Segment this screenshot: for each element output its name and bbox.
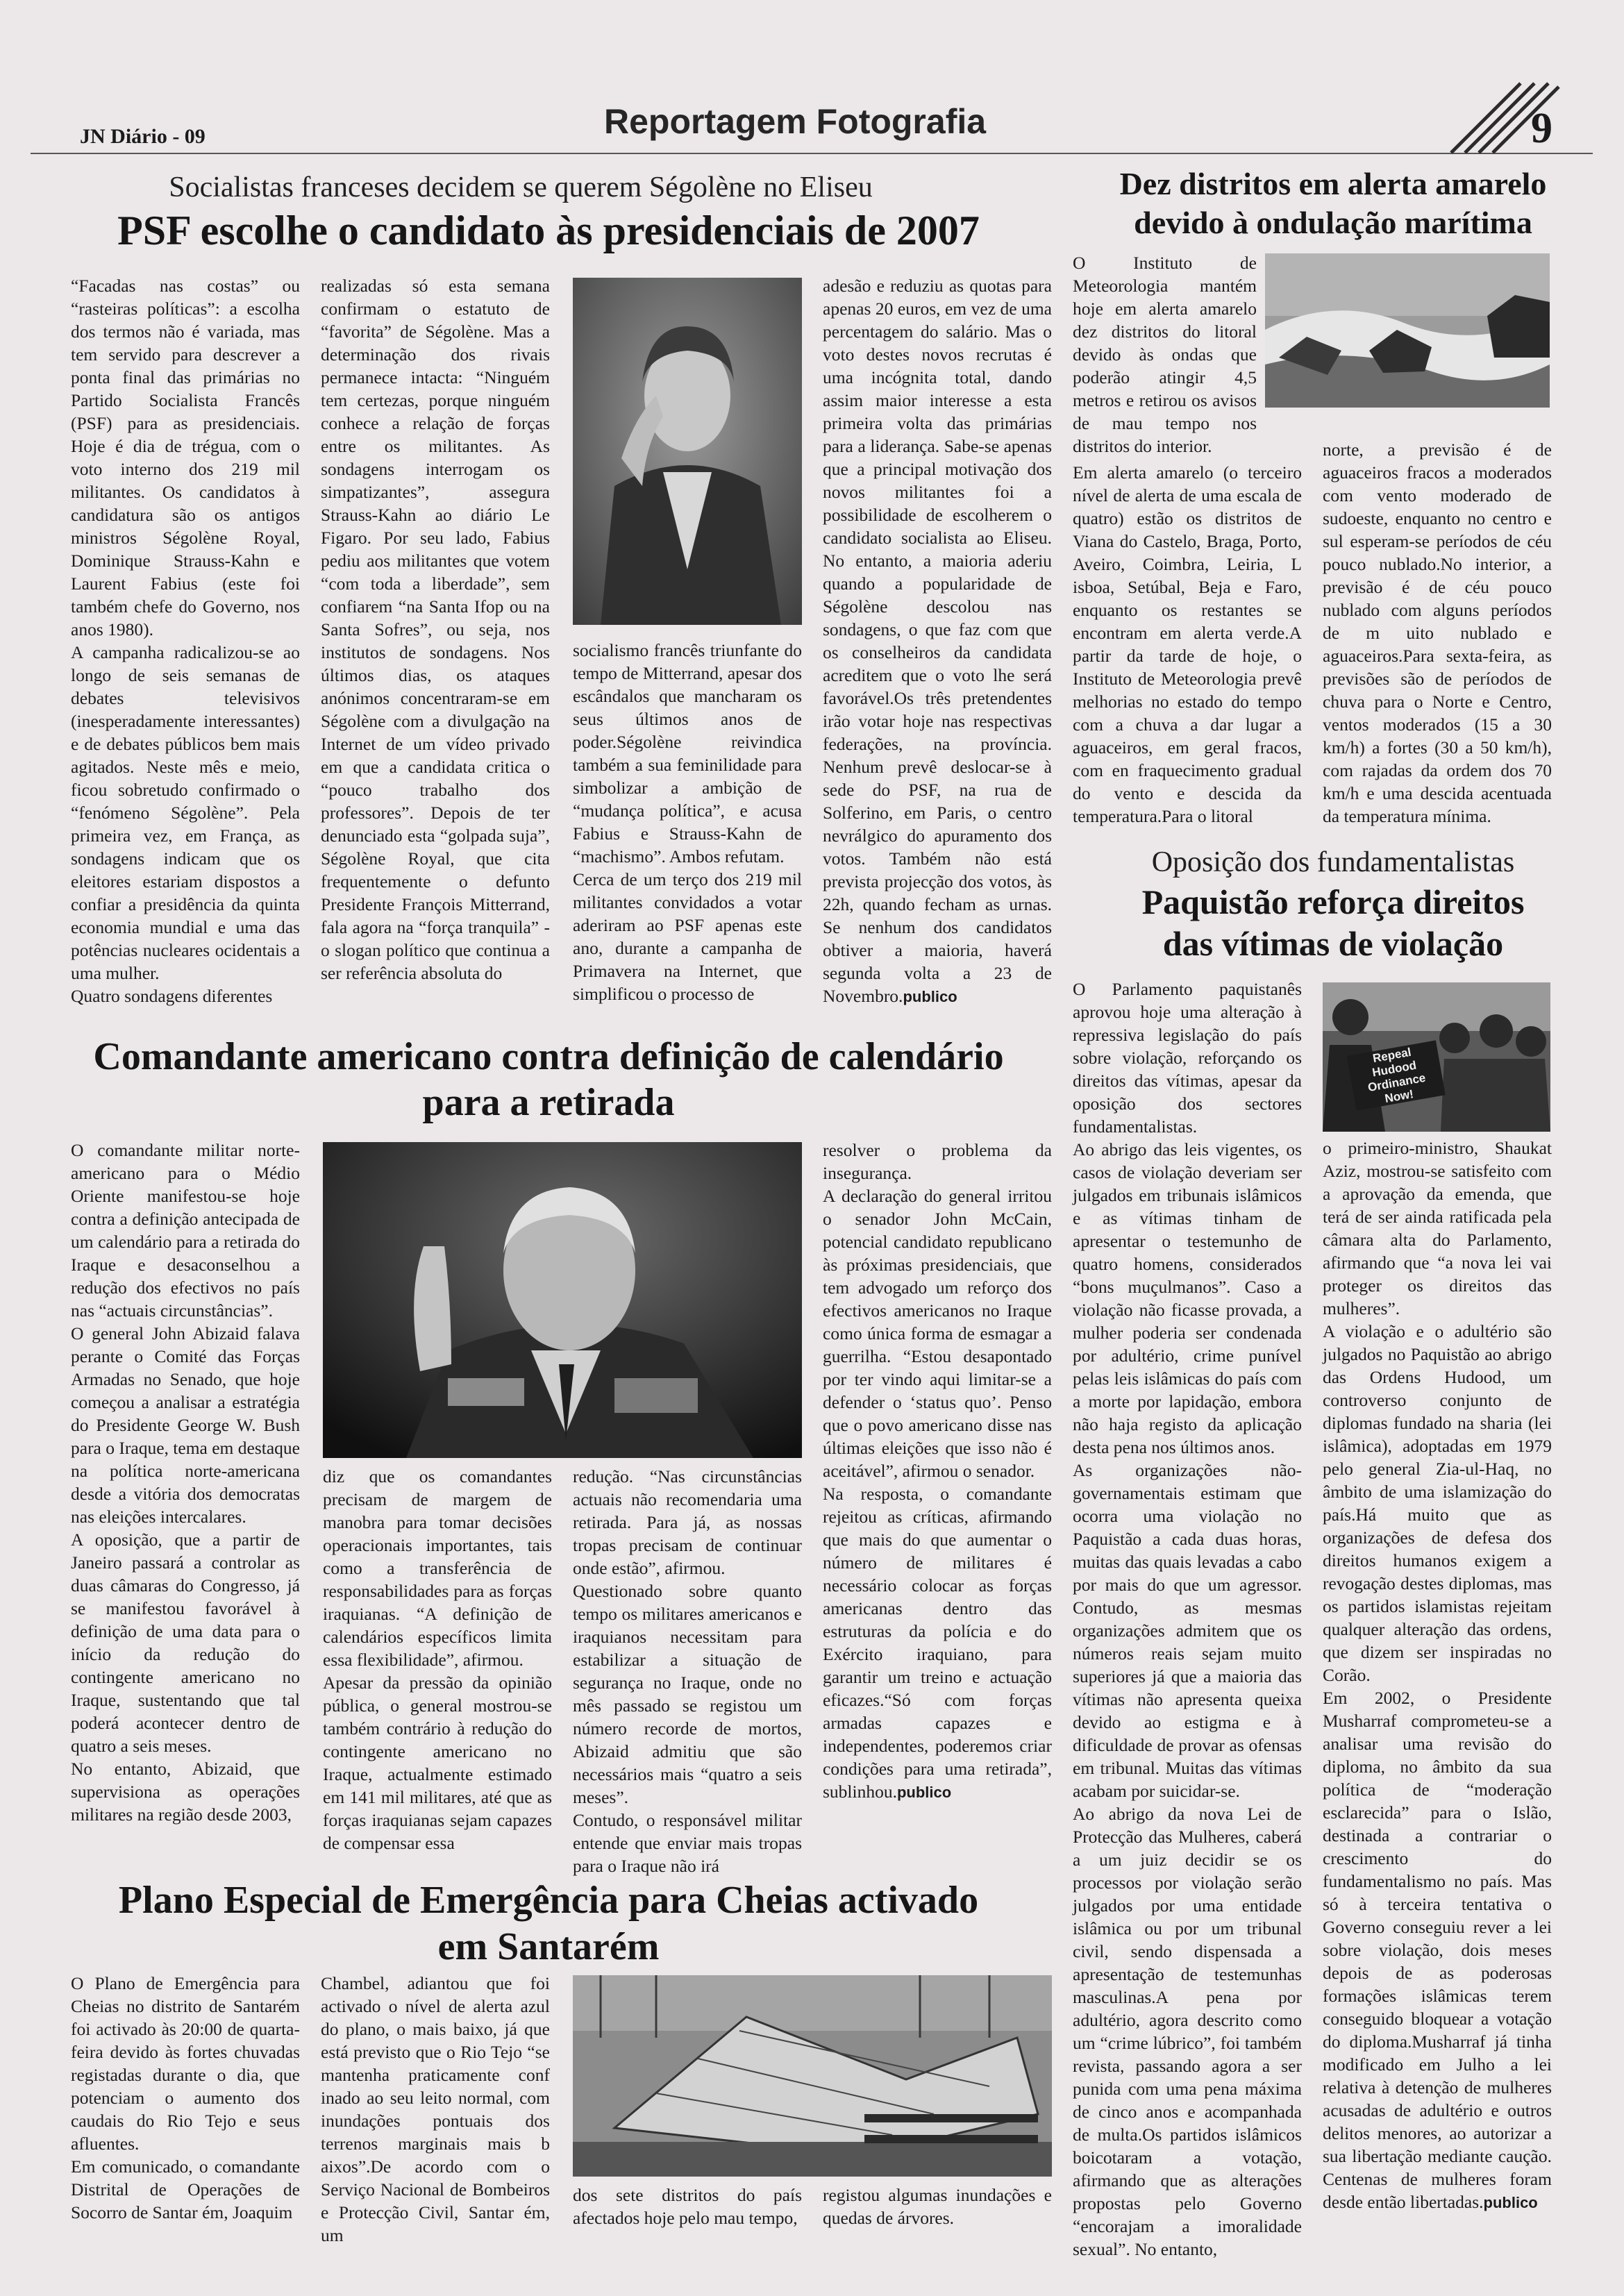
comandante-col-4 xyxy=(823,1139,1052,1875)
cheias-col-4 xyxy=(823,2184,1052,2239)
paquistao-title-line2: das vítimas de violação xyxy=(1162,924,1504,963)
cheias-paragraph: O Plano de Emergência para Cheias no distrito de Santarém foi activado às 20:00 de quarta-feira devido às fortes chuvadas registadas durante o dia, que potenciam o aumento dos caudais do Rio Tejo e seus afluentes. xyxy=(71,1973,300,2154)
cheias-title-line1: Plano Especial de Emergência para Cheias activado xyxy=(118,1879,979,1922)
cheias-col-3 xyxy=(573,2184,802,2239)
psf-kicker: Socialistas franceses decidem se querem Ségolène no Eliseu xyxy=(169,171,873,203)
comandante-paragraph: O general John Abizaid falava perante o Comité das Forças Armadas no Senado, que hoje começou a analisar a estratégia do Presidente George W. Bush para o Iraque, tema em destaque na política norte-americana desde a vitória dos democratas nas eleições intercalares. xyxy=(71,1323,300,1527)
psf-last-text: adesão e reduziu as quotas para apenas 20 euros, em vez de uma percentagem do salário. Mas o voto destes novos recrutas é uma incógnita total, dando assim maior interesse a esta primeira volta das primárias para a liderança. Sabe-se apenas que a principal motivação dos novos militantes foi a possibilidade de escolherem o candidato socialista ao Eliseu. No entanto, a maioria aderiu quando a popularidade de Ségolène descolou nas sondagens, o que faz com que os conselheiros da candidata acreditem que o voto lhe será favorável.Os três pretendentes irão votar hoje nas respectivas federações, na província. Nenhum prevê deslocar-se à sede do PSF, na rua de Solferino, em Paris, o centro nevrálgico do apuramento dos votos. Também não está prevista projecção dos votos, às 22h, quando fecham as urnas. Se nenhum dos candidatos obtiver a maioria, haverá segunda volta a 23 de Novembro. xyxy=(823,276,1052,1006)
protest-sign-text: Repeal Hudood Ordinance Now! xyxy=(1366,1045,1427,1106)
comandante-title-line1: Comandante americano contra definição de calendário xyxy=(93,1035,1004,1078)
distritos-paragraph: norte, a previsão é de aguaceiros fracos a moderados com vento moderado de sudoeste, enquanto no centro e sul esperam-se períodos de céu pouco nublado.No interior, a previsão é de céu pouco nublado com alguns períodos de m uito nublado e aguaceiros.Para sexta-feira, as previsões são de períodos de chuva para o Norte e Centro, ventos moderados (15 a 30 km/h) a fortes (30 a 50 km/h), com rajadas da ordem dos 70 km/h e uma descida acentuada da temperatura mínima. xyxy=(1323,439,1552,826)
comandante-last-text: Na resposta, o comandante rejeitou as críticas, afirmando que mais do que aumentar o número de militares é necessário colocar as forças americanas dentro das estruturas da polícia e do Exército iraquiano, para garantir um treino e actuação eficazes.“Só com forças armadas capazes e independentes, poderemos criar condições para uma retirada”, sublinhou. xyxy=(823,1484,1052,1802)
psf-col-2 xyxy=(321,274,550,1024)
psf-title: PSF escolhe o candidato às presidenciais de 2007 xyxy=(117,208,980,253)
paper-name: JN Diário - 09 xyxy=(80,125,206,148)
distritos-paragraph: O Instituto de Meteorologia mantém hoje em alerta amarelo dez distritos do litoral devido às ondas que poderão atingir 4,5 metros e retirou os avisos de mau tempo nos distritos do interior. xyxy=(1073,253,1257,456)
cheias-title-line2: em Santarém xyxy=(437,1925,660,1968)
comandante-col-2 xyxy=(323,1465,552,1875)
cheias-col-2 xyxy=(321,1972,550,2245)
paquistao-col-2 xyxy=(1323,1137,1552,2227)
psf-col-4 xyxy=(823,274,1052,1024)
cheias-paragraph: Em comunicado, o comandante Distrital de Operações de Socorro de Santar ém, Joaquim xyxy=(71,2156,300,2222)
segolene-photo xyxy=(573,278,802,625)
comandante-col-1 xyxy=(71,1139,300,1875)
comandante-paragraph: A declaração do general irritou o senador John McCain, potencial candidato republicano às próximas presidenciais, que tem advogado um reforço dos efectivos americanos no Iraque como única forma de esmagar a guerrilha. “Estou desapontado por ter vindo aqui limitar-se a defender o ‘status quo’. Penso que o povo americano disse nas últimas eleições que isso não é aceitável”, afirmou o senador. xyxy=(823,1186,1052,1481)
paquistao-title-line1: Paquistão reforça direitos xyxy=(1141,882,1525,921)
protest-photo xyxy=(1323,982,1550,1132)
comandante-paragraph: A oposição, que a partir de Janeiro passará a controlar as duas câmaras do Congresso, já se manifestou favorável à definição de uma data para o início da redução do contingente americano no Iraque, sustentando que tal poderá acontecer dentro de quatro a seis meses. xyxy=(71,1530,300,1756)
cheias-col-1 xyxy=(71,1972,300,2236)
distritos-title-line2: devido à ondulação marítima xyxy=(1134,205,1532,240)
psf-paragraph: Cerca de um terço dos 219 mil militantes convidados a votar aderiram ao PSF apenas este ano, durante a campanha de Primavera na Internet, que simplificou o processo de xyxy=(573,869,802,1004)
psf-col-1 xyxy=(71,274,300,1024)
paquistao-paragraph: As organizações não-governamentais estimam que ocorra uma violação no Paquistão a cada duas horas, muitas das quais levadas a cabo por mais do que um agressor. Contudo, as mesmas organizações admitem que os números reais sejam muito superiores já que a maioria das vítimas não apresenta queixa devido ao estigma e à dificuldade de provar as ofensas em tribunal. Muitas das vítimas acabam por suicidar-se. xyxy=(1073,1460,1302,1801)
cheias-paragraph: registou algumas inundações e quedas de árvores. xyxy=(823,2185,1052,2228)
distritos-paragraph: Em alerta amarelo (o terceiro nível de alerta de uma escala de quatro) estão os distritos de Viana do Castelo, Braga, Porto, Aveiro, Coimbra, Leiria, L isboa, Setúbal, Beja e Faro, enquanto os restantes se encontram em alerta verde.A partir da tarde de hoje, o Instituto de Meteorologia prevê melhorias no estado do tempo com a chuva a dar lugar a aguaceiros, em geral fracos, com en fraquecimento gradual do vento e descida da temperatura.Para o litoral xyxy=(1073,462,1302,826)
psf-col-3 xyxy=(573,639,802,1024)
paquistao-paragraph: Ao abrigo das leis vigentes, os casos de violação deveriam ser julgados em tribunais islâmicos e as vítimas tinham de apresentar o testemunho de quatro homens, considerados “bons muçulmanos”. Caso a violação não ficasse provada, a mulher poderia ser condenada por adultério, crime punível pelas leis islâmicas do país com a morte por lapidação, embora não haja registo da aplicação desta pena nos últimos anos. xyxy=(1073,1139,1302,1457)
paquistao-paragraph: Ao abrigo da nova Lei de Protecção das Mulheres, caberá a um juiz decidir se os processos por violação serão julgados por uma entidade islâmica ou por um tribunal civil, sendo dispensada a apresentação de testemunhas masculinas.A pena por adultério, agora descrito como um “crime lúbrico”, foi também revista, passando agora a ser punida com uma pena máxima de cinco anos e acompanhada de multa.Os partidos islâmicos boicotaram a votação, afirmando que as alterações propostas pelo Governo “encorajam a imoralidade sexual”. No entanto, xyxy=(1073,1804,1302,2259)
psf-paragraph: “Facadas nas costas” ou “rasteiras políticas”: a escolha dos termos não é variada, mas tem servido para descrever a ponta final das primárias no Partido Socialista Francês (PSF) para as presidenciais. Hoje é dia de trégua, com o voto interno dos 219 mil militantes. Os candidatos à candidatura são os antigos ministros Ségolène Royal, Dominique Strauss-Kahn e Laurent Fabius (este foi também chefe do Governo, nos anos 1980). xyxy=(71,276,300,639)
paquistao-paragraph: o primeiro-ministro, Shaukat Aziz, mostrou-se satisfeito com a aprovação da emenda, que terá de ser ainda ratificada pela câmara alta do Parlamento, afirmando que “a nova lei vai proteger os direitos das mulheres”. xyxy=(1323,1138,1552,1318)
flood-photo xyxy=(573,1975,1052,2177)
comandante-paragraph: diz que os comandantes precisam de margem de manobra para tomar decisões operacionais importantes, tais como a transferência de responsabilidades para as forças iraquianas. “A definição de calendários específicos limita essa flexibilidade”, afirmou. xyxy=(323,1466,552,1670)
cheias-paragraph: dos sete distritos do país afectados hoje pelo mau tempo, xyxy=(573,2185,802,2228)
header-rule xyxy=(31,153,1593,154)
cheias-paragraph: Chambel, adiantou que foi activado o nível de alerta azul do plano, o mais baixo, já que está previsto que o Rio Tejo “se mantenha praticamente conf inado ao seu leito normal, com inundações pontuais dos terrenos marginais mais b aixos”.De acordo com o Serviço Nacional de Bombeiros e Protecção Civil, Santar ém, um xyxy=(321,1973,550,2245)
paquistao-kicker: Oposição dos fundamentalistas xyxy=(1151,846,1515,878)
comandante-paragraph: Questionado sobre quanto tempo os militares americanos e iraquianos necessitam para estabilizar a situação de segurança no Iraque, onde no mês passado se registou um número recorde de mortos, Abizaid admitiu que são necessários mais “quatro a seis meses”. xyxy=(573,1581,802,1807)
distritos-col-2 xyxy=(1323,438,1552,836)
comandante-paragraph: resolver o problema da insegurança. xyxy=(823,1140,1052,1183)
comandante-paragraph: Contudo, o responsável militar entende que enviar mais tropas para o Iraque não irá xyxy=(573,1810,802,1876)
comandante-col-3 xyxy=(573,1465,802,1875)
paquistao-last-text: Em 2002, o Presidente Musharraf comprometeu-se a analisar uma revisão do diploma, no âmbito da sua política de “moderação esclarecida” para o Islão, destinada a contrariar o crescimento do fundamentalismo no país. Mas só à terceira tentativa o Governo conseguiu rever a lei sobre violação, dois meses depois de as poderosas formações islâmicas terem conseguido bloquear a votação do diploma.Musharraf já tinha modificado em Julho a lei relativa à detenção de mulheres acusadas de adultério e outros delitos menores, ao autorizar a sua libertação mediante caução. Centenas de mulheres foram desde então libertadas. xyxy=(1323,1688,1552,2212)
distritos-intro xyxy=(1073,251,1257,460)
psf-paragraph xyxy=(823,274,1052,1008)
comandante-paragraph: Apesar da pressão da opinião pública, o general mostrou-se também contrário à redução do contingente americano no Iraque, actualmente estimado em 141 mil militares, até que as forças iraquianas sejam capazes de compensar essa xyxy=(323,1673,552,1853)
paquistao-paragraph: O Parlamento paquistanês aprovou hoje uma alteração à repressiva legislação do país sobre violação, reforçando os direitos das vítimas, apesar da oposição dos sectores fundamentalistas. xyxy=(1073,979,1302,1137)
psf-paragraph: Quatro sondagens diferentes xyxy=(71,986,273,1006)
comandante-paragraph: redução. “Nas circunstâncias actuais não recomendaria uma retirada. Para já, as nossas tropas precisam de continuar onde estão”, afirmou. xyxy=(573,1466,802,1578)
comandante-paragraph: No entanto, Abizaid, que supervisiona as operações militares na região desde 2003, xyxy=(71,1759,300,1825)
psf-signature: publico xyxy=(903,988,957,1005)
waves-photo xyxy=(1265,253,1550,408)
comandante-title-line2: para a retirada xyxy=(422,1081,675,1124)
distritos-col-1 xyxy=(1073,461,1302,836)
psf-paragraph: A campanha radicalizou-se ao longo de seis semanas de debates televisivos (inesperadamente interessantes) e de debates públicos bem mais agitados. Neste mês e meio, ficou sobretudo confirmado o “fenómeno Ségolène”. Pela primeira vez, em França, as sondagens indicam que os eleitores estariam dispostos a confiar a presidência da quinta economia mundial e uma das potências nucleares ocidentais a uma mulher. xyxy=(71,642,300,983)
general-photo xyxy=(323,1142,802,1458)
comandante-paragraph xyxy=(823,1482,1052,1804)
page-number: 9 xyxy=(1531,105,1552,152)
paquistao-col-1 xyxy=(1073,978,1302,2259)
comandante-signature: publico xyxy=(896,1784,952,1801)
paquistao-signature: publico xyxy=(1483,2194,1538,2211)
psf-paragraph: socialismo francês triunfante do tempo de Mitterrand, apesar dos escândalos que mancharam os seus últimos anos de poder.Ségolène reivindica também a sua feminilidade para simbolizar a ambição de “mudança política”, e acusa Fabius e Strauss-Kahn de “machismo”. Ambos refutam. xyxy=(573,640,802,866)
distritos-title-line1: Dez distritos em alerta amarelo xyxy=(1119,166,1547,201)
section-title: Reportagem Fotografia xyxy=(604,102,987,141)
paquistao-paragraph xyxy=(1323,1686,1552,2214)
comandante-paragraph: O comandante militar norte-americano para o Médio Oriente manifestou-se hoje contra a definição antecipada de um calendário para a retirada do Iraque e desaconselhou a redução dos efectivos no país nas “actuais circunstâncias”. xyxy=(71,1140,300,1321)
paquistao-paragraph: A violação e o adultério são julgados no Paquistão ao abrigo das Ordens Hudood, um controverso conjunto de diplomas fundado na sharia (lei islâmica), adoptadas em 1979 pelo general Zia-ul-Haq, no âmbito de uma islamização do país.Há muito que as organizações de defesa dos direitos humanos exigem a revogação destes diplomas, mas os partidos islamistas rejeitam qualquer alteração das ordens, que dizem ser inspiradas no Corão. xyxy=(1323,1321,1552,1685)
psf-paragraph: realizadas só esta semana confirmam o estatuto de “favorita” de Ségolène. Mas a determinação dos rivais permanece intacta: “Ninguém tem certezas, porque ninguém conhece a relação de forças entre os militantes. As sondagens interrogam os simpatizantes”, assegura Strauss-Kahn ao diário Le Figaro. Por seu lado, Fabius pediu aos militantes que votem “com toda a liberdade”, sem confiarem “na Santa Ifop ou na Santa Sofres”, ou seja, nos institutos de sondagens. Nos últimos dias, os ataques anónimos concentraram-se em Ségolène com a divulgação na Internet de um vídeo privado em que a candidata critica o “pouco trabalho dos professores”. Depois de ter denunciado esta “golpada suja”, Ségolène Royal, que cita frequentemente o defunto Presidente François Mitterrand, fala agora na “força tranquila” - o slogan político que continua a ser referência absoluta do xyxy=(321,276,550,983)
